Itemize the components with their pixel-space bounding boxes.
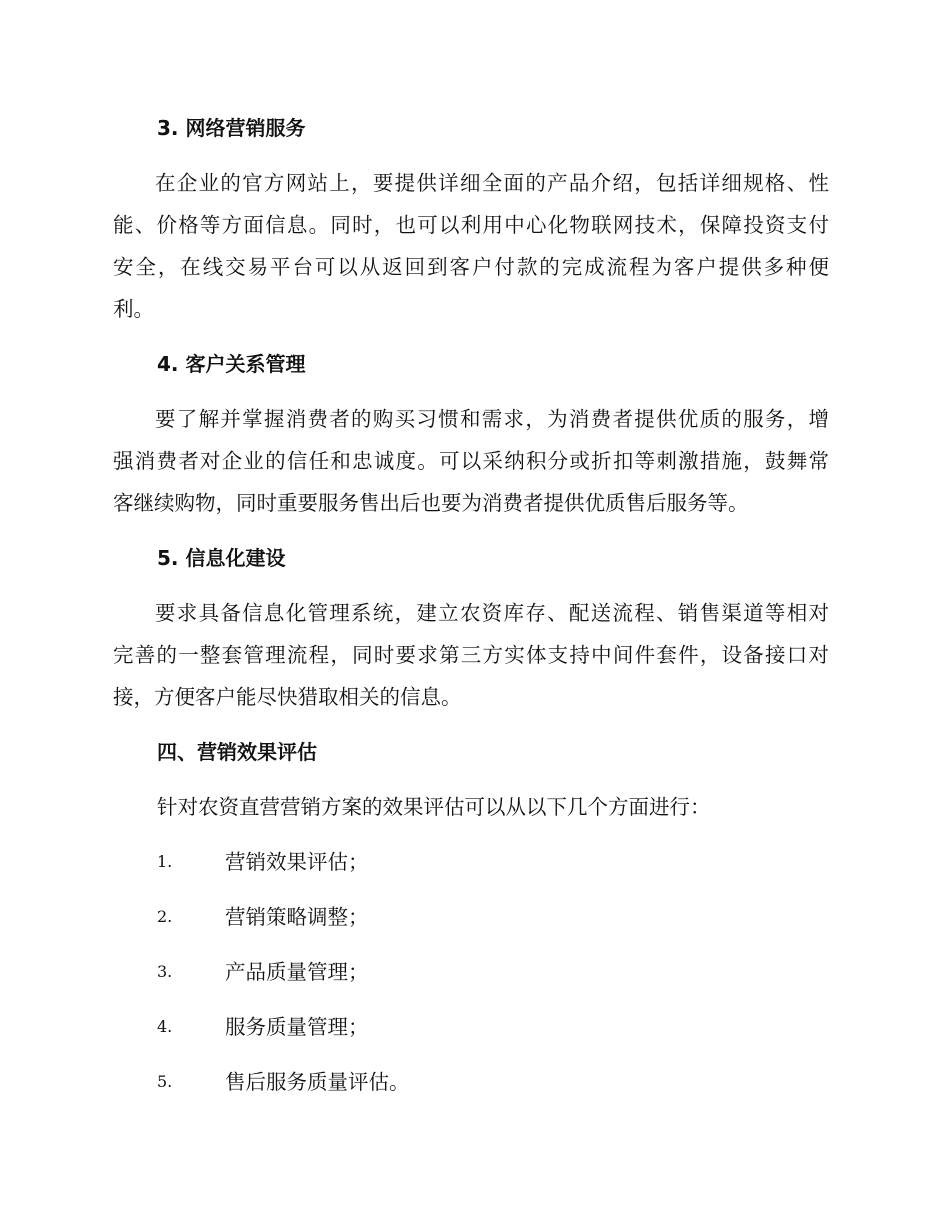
paragraph-line: 能、价格等方面信息。同时，也可以利用中心化物联网技术，保障投资支付 [113,213,829,237]
evaluation-intro: 针对农资直营营销方案的效果评估可以从以下几个方面进行： [157,795,711,819]
list-text: 营销效果评估； [225,850,369,874]
paragraph-line: 完善的一整套管理流程，同时要求第三方实体支持中间件套件，设备接口对 [113,643,829,667]
list-number: 3. [157,962,173,981]
section-heading-5: 5. 信息化建设 [157,546,286,570]
list-number: 5. [157,1072,173,1091]
paragraph-line: 在企业的官方网站上，要提供详细全面的产品介绍，包括详细规格、性 [155,171,829,195]
list-text: 营销策略调整； [225,905,369,929]
list-item [157,903,369,931]
paragraph-line: 强消费者对企业的信任和忠诚度。可以采纳积分或折扣等刺激措施，鼓舞常 [113,449,829,473]
list-text: 服务质量管理； [225,1015,369,1039]
list-text: 产品质量管理； [225,960,369,984]
list-item [157,1013,369,1041]
section-paragraph-5 [113,592,829,718]
list-number: 1. [157,852,173,871]
evaluation-heading: 四、营销效果评估 [157,740,317,764]
list-number: 2. [157,907,173,926]
list-text: 售后服务质量评估。 [225,1070,410,1094]
section-heading-3: 3. 网络营销服务 [157,116,306,140]
paragraph-line: 利。 [113,297,154,321]
section-paragraph-4 [113,398,829,524]
paragraph-line: 要了解并掌握消费者的购买习惯和需求，为消费者提供优质的服务，增 [155,407,829,431]
paragraph-line: 接，方便客户能尽快猎取相关的信息。 [113,685,462,709]
paragraph-line: 安全，在线交易平台可以从返回到客户付款的完成流程为客户提供多种便 [113,255,829,279]
list-number: 4. [157,1017,173,1036]
list-item [157,848,369,876]
list-item [157,1068,410,1096]
paragraph-line: 要求具备信息化管理系统，建立农资库存、配送流程、销售渠道等相对 [155,601,829,625]
section-paragraph-3 [113,162,829,330]
paragraph-line: 客继续购物，同时重要服务售出后也要为消费者提供优质售后服务等。 [113,491,749,515]
section-heading-4: 4. 客户关系管理 [157,352,306,376]
list-item [157,958,369,986]
